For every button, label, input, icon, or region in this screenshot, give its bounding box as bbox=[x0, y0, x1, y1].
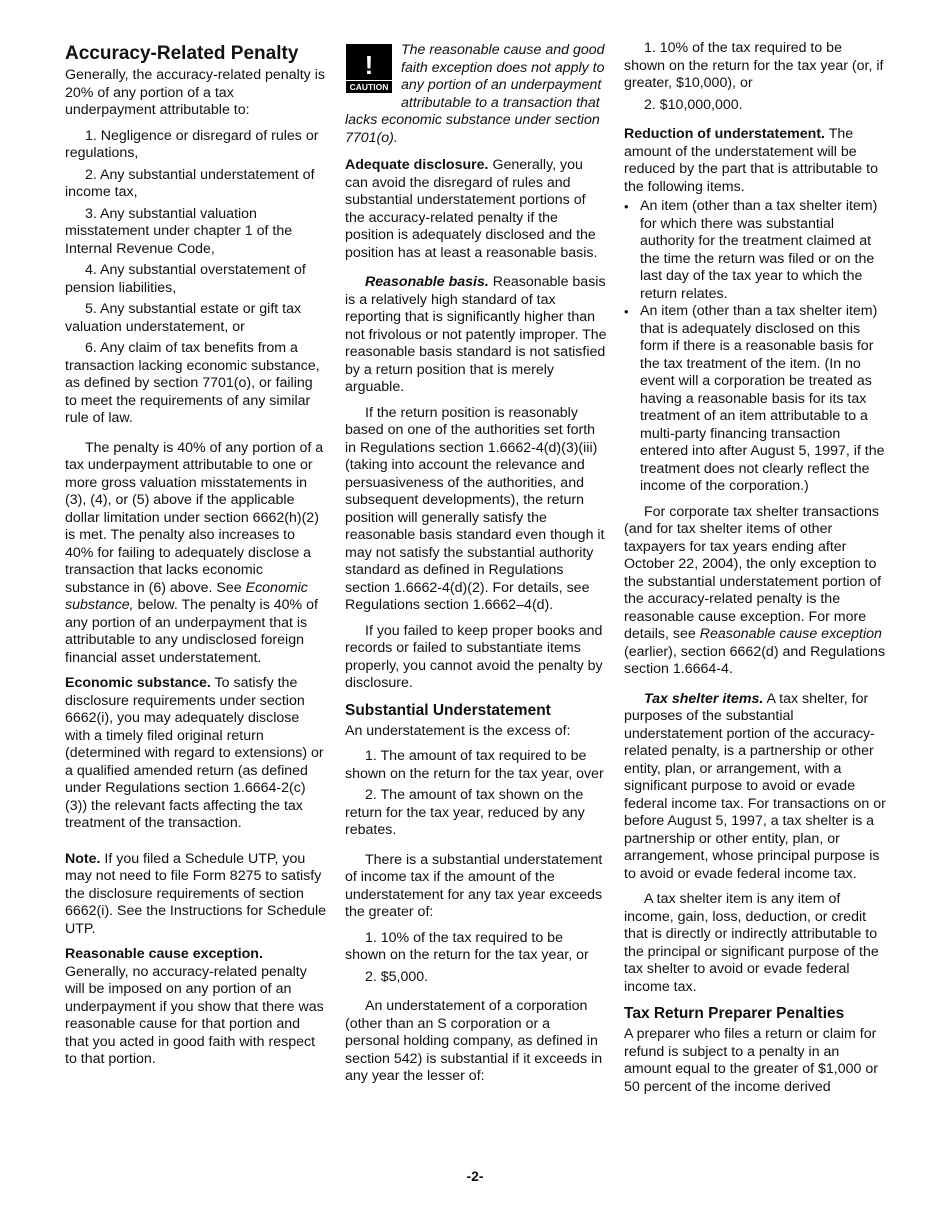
paragraph-intro: Generally, the accuracy-related penalty is 20% of any portion of a tax underpayment attributable to: bbox=[65, 67, 325, 118]
column-1 bbox=[65, 40, 327, 1077]
paragraph-penalty-40: The penalty is 40% of any portion of a tax underpayment attributable to one or more gross valuation misstatements in (3), (4), or (5) above if the applicable dollar limitation under section 6662(h)(2) is met. The penalty also increases to 40% for failing to adequately disclose a transaction that lacks economic substance in (6) above. See Economic substance, below. The penalty is 40% of any portion of an underpayment that is attributable to any undisclosed foreign financial asset understatement. bbox=[65, 439, 324, 666]
caution-label: CAUTION bbox=[346, 81, 392, 93]
paragraph-substantial-understatement: There is a substantial understatement of income tax if the amount of the understatement for any tax year exceeds the greater of: bbox=[345, 851, 603, 920]
run-in-heading: Adequate disclosure. bbox=[345, 157, 489, 173]
paragraph-tax-shelter-items: Tax shelter items. A tax shelter, for purposes of the substantial understatement portion of the accuracy-related penalty, is a partnership or other entity, plan, or arrangement, with a significant purpose to avoid or evade federal income tax. For transactions on or before August 5, 1997, a tax shelter is a partnership or other entity, plan, or arrangement, whose principal purpose is to avoid or evade federal income tax. bbox=[624, 690, 886, 882]
paragraph-books-records: If you failed to keep proper books and records or failed to substantiate items properly, you cannot avoid the penalty by disclosure. bbox=[345, 622, 603, 691]
list-item: 2. The amount of tax shown on the return for the tax year, reduced by any rebates. bbox=[345, 787, 585, 838]
link-reasonable-cause-exception: Reasonable cause exception bbox=[699, 626, 882, 642]
bullet-icon: • bbox=[624, 199, 629, 214]
bullet-item: • An item (other than a tax shelter item) that is adequately disclosed on this form if there is a reasonable basis for the tax treatment of the item. (In no event will a corporation be treated as having a reasonable basis for its tax treatment of an item attributable to a multi-party financing transaction entered into after August 5, 1997, if the treatment does not clearly reflect the income of the corporation.) bbox=[624, 303, 885, 494]
paragraph-reasonable-cause: Reasonable cause exception. Generally, no accuracy-related penalty will be imposed on any portion of an underpayment if you show that there was reasonable cause for that portion and that you acted in good faith with respect to that portion. bbox=[65, 946, 324, 1067]
paragraph-adequate-disclosure: Adequate disclosure. Generally, you can avoid the disregard of rules and substantial understatement portions of the accuracy-related penalty if the position is adequately disclosed and the position has at least a reasonable basis. bbox=[345, 157, 598, 261]
caution-text: The reasonable cause and good faith exception does not apply to any portion of an underpayment attributable to a transaction that lacks economic substance under section 7701(o). bbox=[345, 42, 605, 146]
section-title-tax-return-preparer-penalties: Tax Return Preparer Penalties bbox=[624, 1005, 845, 1022]
caution-box bbox=[345, 42, 607, 147]
paragraph-tax-shelter-item-definition: A tax shelter item is any item of income, gain, loss, deduction, or credit that is directly or indirectly attributable to the principal or significant purpose of the tax shelter to avoid or evade federal income tax. bbox=[624, 891, 879, 995]
paragraph-reduction-of-understatement: Reduction of understatement. The amount of the understatement will be reduced by the part that is attributable to the following items. bbox=[624, 126, 878, 195]
exclamation-icon: ! bbox=[346, 44, 392, 80]
paragraph-return-position: If the return position is reasonably based on one of the authorities set forth in Regulations section 1.6662-4(d)(3)(iii) (taking into account the relevance and persuasiveness of the authorities, and subsequent developments), the return position will generally satisfy the reasonable basis standard even though it may not satisfy the substantial authority standard as defined in Regulations section 1.6662-4(d)(2). For details, see Regulations section 1.6662–4(d). bbox=[345, 404, 605, 613]
run-in-heading: Economic substance. bbox=[65, 675, 211, 691]
list-item: 2. $5,000. bbox=[365, 968, 429, 985]
run-in-heading: Reduction of understatement. bbox=[624, 126, 826, 142]
column-2 bbox=[345, 40, 607, 1094]
bullet-item: • An item (other than a tax shelter item) for which there was substantial authority for the treatment claimed at the time the return was filed or on the last day of the tax year to which the return relates. bbox=[624, 198, 878, 302]
section-title-accuracy-related-penalty: Accuracy-Related Penalty bbox=[65, 43, 299, 64]
list-item: 2. $10,000,000. bbox=[644, 96, 743, 113]
run-in-heading: Note. bbox=[65, 850, 101, 867]
run-in-heading: Reasonable cause exception. bbox=[65, 946, 263, 962]
list-item: 4. Any substantial overstatement of pension liabilities, bbox=[65, 262, 306, 296]
paragraph-reasonable-basis: Reasonable basis. Reasonable basis is a relatively high standard of tax reporting that is significantly higher than not frivolous or not patently improper. The reasonable basis standard is not satisfied by a return position that is merely arguable. bbox=[345, 274, 607, 395]
list-item: 1. 10% of the tax required to be shown on the return for the tax year, or bbox=[345, 929, 589, 963]
list-item: 6. Any claim of tax benefits from a transaction lacking economic substance, as defined by section 7701(o), or failing to meet the requirements of any similar rule of law. bbox=[65, 340, 320, 426]
column-3 bbox=[624, 40, 886, 1104]
list-item: 1. 10% of the tax required to be shown on the return for the tax year (or, if greater, $10,000), or bbox=[624, 40, 884, 91]
section-title-substantial-understatement: Substantial Understatement bbox=[345, 701, 551, 719]
run-in-heading: Reasonable basis. bbox=[365, 274, 489, 290]
list-item: 3. Any substantial valuation misstatement under chapter 1 of the Internal Revenue Code, bbox=[65, 205, 293, 257]
list-item: 1. Negligence or disregard of rules or regulations, bbox=[65, 127, 319, 161]
paragraph-understatement-intro: An understatement is the excess of: bbox=[345, 722, 571, 739]
paragraph-corporation-understatement: An understatement of a corporation (other than an S corporation or a personal holding company, as defined in section 542) is substantial if it exceeds in any year the lesser of: bbox=[345, 998, 603, 1084]
link-economic-substance: Economic substance, bbox=[65, 579, 308, 613]
caution-icon bbox=[345, 44, 393, 96]
list-item: 5. Any substantial estate or gift tax valuation understatement, or bbox=[65, 301, 302, 335]
paragraph-preparer-penalty: A preparer who files a return or claim for refund is subject to a penalty in an amount equal to the greater of $1,000 or 50 percent of the income derived bbox=[624, 1026, 878, 1095]
run-in-heading: Tax shelter items. bbox=[644, 690, 764, 707]
paragraph-note: Note. If you filed a Schedule UTP, you may not need to file Form 8275 to satisfy the disclosure requirements of section 6662(i). See the Instructions for Schedule UTP. bbox=[65, 850, 327, 937]
page-number: -2- bbox=[466, 1168, 484, 1184]
paragraph-corporate-tax-shelter: For corporate tax shelter transactions (and for tax shelter items of other taxpayers for tax years ending after October 22, 2004), the only exception to the substantial understatement portion of the accuracy-related penalty is the reasonable cause exception. For more details, see Reasonable cause exception (earlier), section 6662(d) and Regulations section 1.6664-4. bbox=[624, 503, 886, 677]
list-item: 2. Any substantial understatement of income tax, bbox=[65, 166, 315, 200]
bullet-icon: • bbox=[624, 304, 629, 319]
list-item: 1. The amount of tax required to be shown on the return for the tax year, over bbox=[345, 748, 604, 782]
paragraph-economic-substance: Economic substance. To satisfy the disclosure requirements under section 6662(i), you may adequately disclose with a timely filed original return (determined with regard to extensions) or a qualified amended return (as defined under Regulations section 1.6664-2(c)(3)) the relevant facts affecting the tax treatment of the transaction. bbox=[65, 675, 324, 831]
